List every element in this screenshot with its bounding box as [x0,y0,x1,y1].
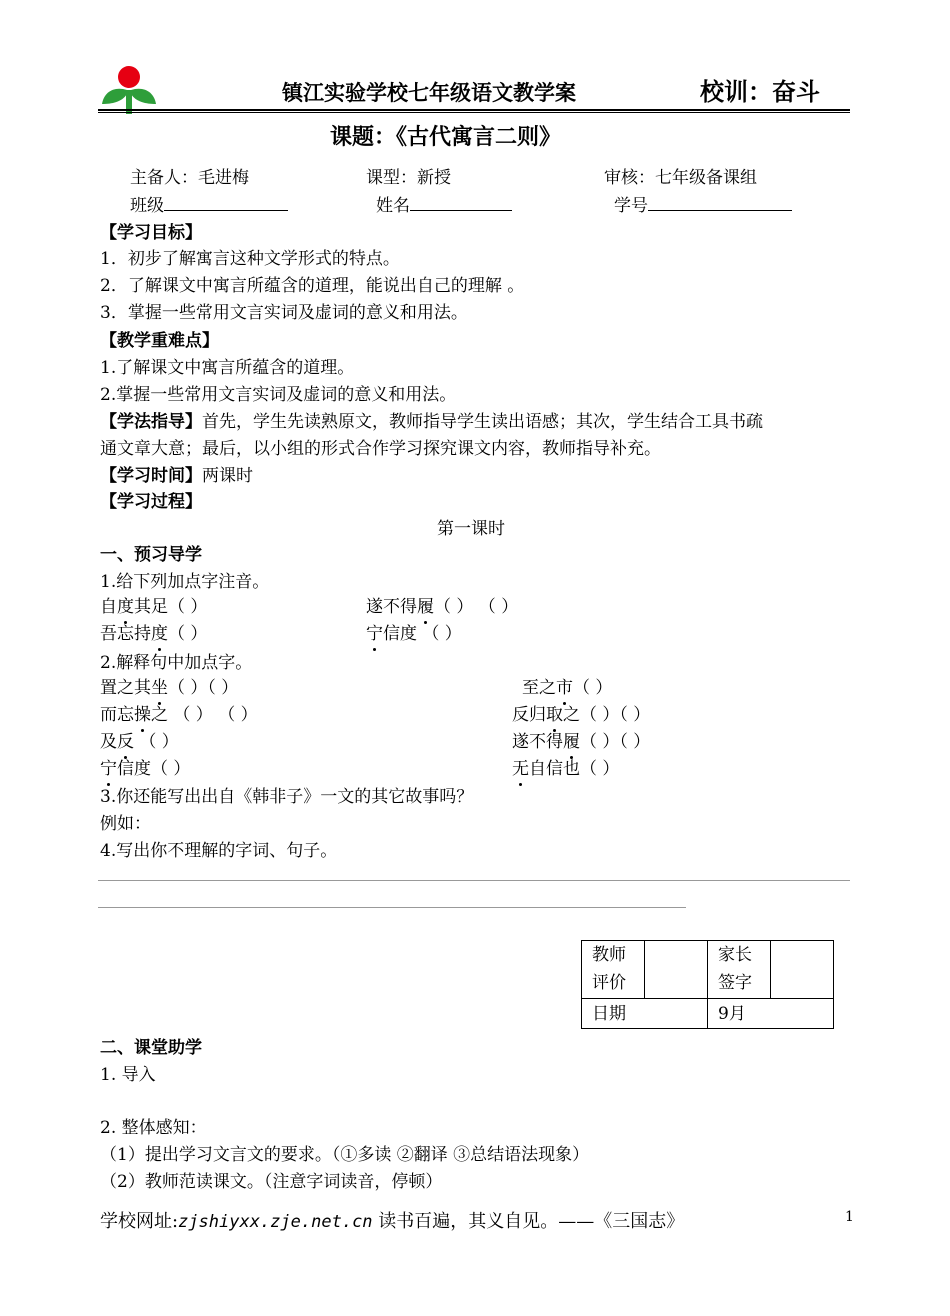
explain-item [522,673,612,698]
parent-sign-label: 家长签字 [708,941,771,999]
time-paragraph [100,461,253,486]
step-overview: 2. 整体感知： [100,1118,207,1138]
answer-line[interactable] [98,880,850,881]
answer-blank[interactable]: 信度 （ ） [383,624,462,644]
item-text: 置之其 [100,678,151,698]
evaluation-table [581,940,834,1029]
name-blank[interactable] [410,194,512,211]
item-text: 而忘 [100,705,134,725]
overview-item: （1）提出学习文言文的要求。（①多读 ②翻译 ③总结语法现象） [100,1145,590,1165]
answer-blank[interactable]: 之（ ）（ ） [563,705,651,725]
item-text: 遂不得 [366,597,417,617]
item-text: 反归 [512,705,546,725]
key-points-heading: 【教学重难点】 [100,331,219,351]
question-3: 3.你还能写出出自《韩非子》一文的其它故事吗？ [100,787,474,807]
goal-item: 3．掌握一些常用文言实词及虚词的意义和用法。 [100,303,468,323]
method-paragraph [100,407,763,432]
session-title: 第一课时 [437,519,505,539]
answer-blank[interactable]: （ ）（ ） [168,678,239,698]
item-text: 及 [100,732,117,752]
question-2: 2.解释句中加点字。 [100,653,253,673]
school-plan-title: 镇江实验学校七年级语文教学案 [282,80,576,105]
name-field[interactable] [376,191,512,216]
dotted-char: 操 [134,705,151,725]
explain-item [100,754,190,779]
answer-blank[interactable]: （ ）（ ） [580,732,651,752]
reviewer: 审核：七年级备课组 [604,168,757,188]
pinyin-item [366,592,518,617]
answer-blank[interactable]: 之 （ ） （ ） [151,705,258,725]
dotted-char: 取 [546,705,563,725]
answer-blank[interactable]: 自信也（ ） [529,759,620,779]
school-website-link[interactable]: zjshiyxx.zje.net.cn [178,1212,373,1232]
class-field[interactable] [130,191,288,216]
goals-heading: 【学习目标】 [100,223,202,243]
page-footer [100,1207,684,1233]
explain-item [100,727,179,752]
explain-item [512,700,650,725]
explain-item [512,754,619,779]
explain-item [512,727,650,752]
explain-item [100,673,238,698]
goal-item: 1．初步了解寓言这种文学形式的特点。 [100,249,400,269]
example-label: 例如： [100,814,151,834]
lesson-type: 课型：新授 [366,168,451,188]
time-text: 两课时 [202,466,253,486]
key-point-item: 2.掌握一些常用文言实词及虚词的意义和用法。 [100,385,457,405]
step-intro: 1. 导入 [100,1065,156,1085]
lesson-title: 课题：《古代寓言二则》 [330,125,562,150]
preparer: 主备人：毛进梅 [130,168,249,188]
method-text-2: 通文章大意；最后，以小组的形式合作学习探究课文内容，教师指导补充。 [100,439,661,459]
dotted-char: 市 [556,678,573,698]
goal-item: 2．了解课文中寓言所蕴含的道理，能说出自己的理解 。 [100,276,525,296]
class-label: 班级 [130,196,164,216]
student-id-label: 学号 [614,196,648,216]
page-number: 1 [845,1209,854,1225]
pinyin-item [100,619,207,644]
footer-quote: 读书百遍，其义自见。——《三国志》 [372,1211,685,1232]
dotted-char: 宁 [100,759,117,779]
date-label: 日期 [582,999,708,1029]
dotted-char: 宁 [366,624,383,644]
answer-blank[interactable]: （ ） [168,624,208,644]
class-blank[interactable] [164,194,288,211]
time-heading: 【学习时间】 [100,466,202,486]
overview-item: （2）教师范读课文。（注意字词读音，停顿） [100,1172,443,1192]
item-text: 遂不得 [512,732,563,752]
student-id-blank[interactable] [648,194,792,211]
item-text: 自 [100,597,117,617]
method-text-1: 首先，学生先读熟原文，教师指导学生读出语感；其次，学生结合工具书疏 [202,412,763,432]
teacher-eval-label: 教师评价 [582,941,645,999]
header-rule [98,109,850,111]
site-label: 学校网址: [100,1211,179,1232]
process-heading: 【学习过程】 [100,492,202,512]
method-heading: 【学法指导】 [100,412,202,432]
answer-blank[interactable]: （ ） [134,732,179,752]
explain-item [100,700,258,725]
item-text: 至之 [522,678,556,698]
dotted-char: 履 [417,597,434,617]
dotted-char: 反 [117,732,134,752]
parent-sign-cell[interactable] [771,941,834,999]
question-1: 1.给下列加点字注音。 [100,572,270,592]
question-4: 4.写出你不理解的字词、句子。 [100,841,338,861]
dotted-char: 无 [512,759,529,779]
dotted-char: 度 [151,624,168,644]
pinyin-item [100,592,207,617]
dotted-char: 坐 [151,678,168,698]
student-id-field[interactable] [614,191,792,216]
answer-blank[interactable]: （ ） [573,678,613,698]
answer-blank[interactable]: 信度（ ） [117,759,191,779]
name-label: 姓名 [376,196,410,216]
section2-heading: 二、课堂助学 [100,1038,202,1058]
pinyin-item [366,619,462,644]
item-text: 吾忘持 [100,624,151,644]
dotted-char: 度 [117,597,134,617]
teacher-eval-cell[interactable] [645,941,708,999]
school-motto: 校训：奋斗 [700,77,820,106]
answer-blank[interactable]: 其足（ ） [134,597,208,617]
key-point-item: 1.了解课文中寓言所蕴含的道理。 [100,358,355,378]
date-value[interactable]: 9月 [708,999,834,1029]
dotted-char: 履 [563,732,580,752]
header-rule-thin [98,112,850,113]
answer-blank[interactable]: （ ） （ ） [434,597,519,617]
section1-heading: 一、预习导学 [100,545,202,565]
answer-line[interactable] [98,907,686,908]
